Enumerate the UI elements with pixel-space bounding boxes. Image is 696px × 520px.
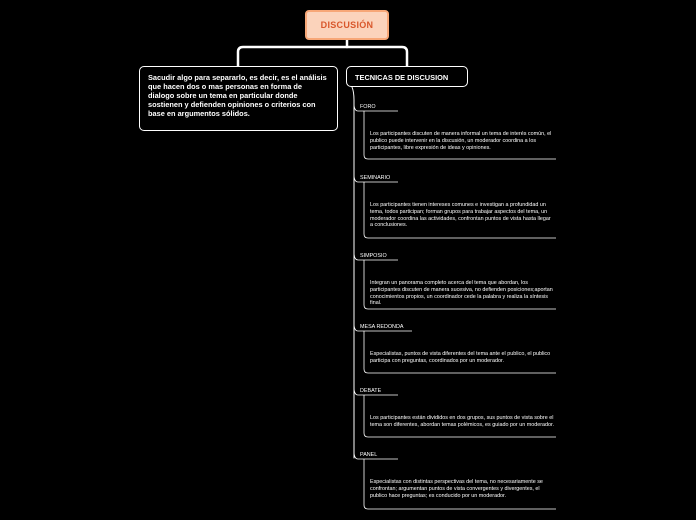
technique-label-panel[interactable]: PANEL <box>360 452 378 458</box>
technique-desc-debate[interactable]: Los participantes están divididos en dos grupos, sus puntos de vista sobre el tema son diferentes, abordan temas polémicos, es guiado por un moderador. <box>370 415 554 428</box>
technique-label-debate[interactable]: DEBATE <box>360 388 382 394</box>
technique-label-foro[interactable]: FORO <box>360 104 376 110</box>
technique-desc-foro[interactable]: Los participantes discuten de manera informal un tema de interés común, el publico puede intervenir en la discusión, un moderador coordina a los participantes, libre expresión de ideas y opiniones. <box>370 131 552 151</box>
technique-desc-mesa-redonda[interactable]: Especialistas, puntos de vista diferentes del tema ante el publico, el publico participa con preguntas, coordinados por un moderador. <box>370 351 551 364</box>
technique-desc-panel[interactable]: Especialistas con distintas perspectivas del tema, no necesariamente se confrontan; argumentan puntos de vista convergentes y divergentes, el publico hace preguntas; es conducido por un moderador. <box>370 479 543 499</box>
definition-node[interactable]: Sacudir algo para separarlo, es decir, es el análisis que hacen dos o mas personas en forma de dialogo sobre un tema en particular donde sostienen y defienden opiniones o criterios con base en argumentos sólidos. <box>139 66 338 131</box>
technique-label-seminario[interactable]: SEMINARIO <box>360 175 391 181</box>
technique-desc-simposio[interactable]: Integran un panorama completo acerca del tema que abordan, los participantes discuten de manera sucesiva, no defienden posiciones;aportan conocimientos propios, un coordinador cede la palabra y realiza la síntesis final. <box>370 280 553 307</box>
techniques-node[interactable]: TECNICAS DE DISCUSION <box>346 66 468 87</box>
technique-label-simposio[interactable]: SIMPOSIO <box>360 253 387 259</box>
technique-desc-seminario[interactable]: Los participantes tienen intereses comunes e investigan a profundidad un tema, todos participan; forman grupos para trabajar aspectos del tema, un moderador coordina las actividades, confrontan puntos de vista hasta llegar a conclusiones. <box>370 202 551 229</box>
technique-label-mesa-redonda[interactable]: MESA REDONDA <box>360 324 404 330</box>
root-node[interactable]: DISCUSIÓN <box>305 10 389 40</box>
